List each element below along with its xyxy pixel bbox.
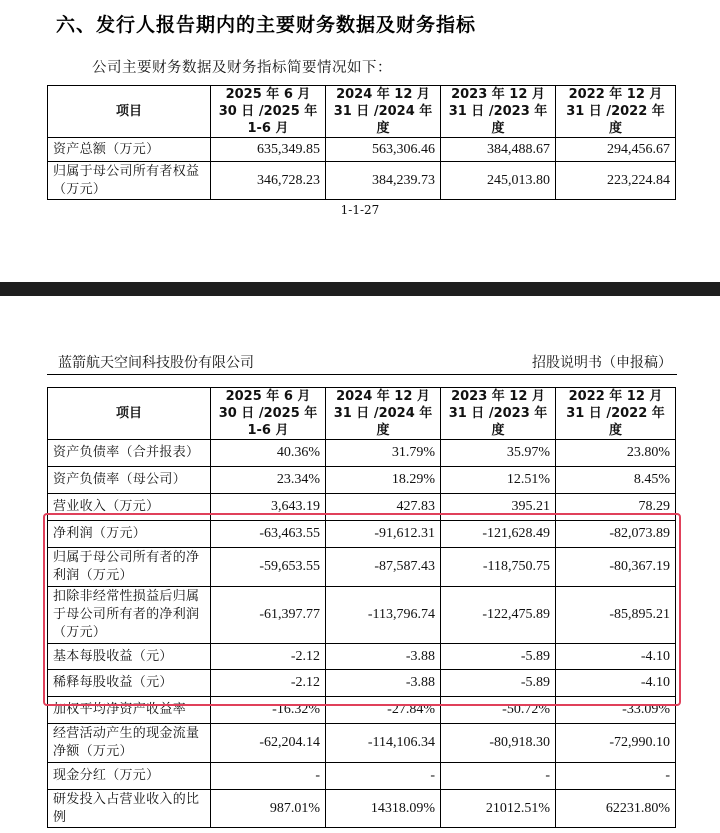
cell-value: - <box>441 763 556 790</box>
header-item: 项目 <box>48 86 211 138</box>
header-2024: 2024 年 12 月 31 日 /2024 年度 <box>326 388 441 440</box>
table-row <box>48 548 676 587</box>
cell-value: -87,587.43 <box>326 548 441 587</box>
header-2024: 2024 年 12 月 31 日 /2024 年度 <box>326 86 441 138</box>
financial-indicators-table <box>47 387 676 828</box>
cell-value: -3.88 <box>326 670 441 697</box>
header-2025h1: 2025 年 6 月 30 日 /2025 年 1-6 月 <box>211 86 326 138</box>
header-2022: 2022 年 12 月 31 日 /2022 年度 <box>556 388 676 440</box>
cell-value: -61,397.77 <box>211 587 326 644</box>
header-2022: 2022 年 12 月 31 日 /2022 年度 <box>556 86 676 138</box>
intro-text: 公司主要财务数据及财务指标简要情况如下： <box>92 60 392 76</box>
table-row <box>48 587 676 644</box>
cell-value: 21012.51% <box>441 790 556 828</box>
table-row <box>48 670 676 697</box>
table-row <box>48 521 676 548</box>
financial-summary-table <box>47 85 676 200</box>
table-row <box>48 467 676 494</box>
document-type: 招股说明书（申报稿） <box>532 355 672 371</box>
header-item: 项目 <box>48 388 211 440</box>
cell-value: 14318.09% <box>326 790 441 828</box>
cell-value: 8.45% <box>556 467 676 494</box>
cell-value: -4.10 <box>556 644 676 670</box>
table-row <box>48 790 676 828</box>
cell-value: -3.88 <box>326 644 441 670</box>
section-title: 六、发行人报告期内的主要财务数据及财务指标 <box>56 14 477 36</box>
cell-value: -80,367.19 <box>556 548 676 587</box>
cell-value: -5.89 <box>441 670 556 697</box>
cell-value: -59,653.55 <box>211 548 326 587</box>
cell-value: 223,224.84 <box>556 162 676 200</box>
cell-value: -2.12 <box>211 644 326 670</box>
header-2023: 2023 年 12 月 31 日 /2023 年度 <box>441 388 556 440</box>
cell-value: -121,628.49 <box>441 521 556 548</box>
cell-value: -122,475.89 <box>441 587 556 644</box>
table-header-row <box>48 388 676 440</box>
cell-value: -118,750.75 <box>441 548 556 587</box>
cell-value: -91,612.31 <box>326 521 441 548</box>
row-label: 基本每股收益（元） <box>48 644 211 670</box>
cell-value: 78.29 <box>556 494 676 521</box>
row-label: 归属于母公司所有者的净利润（万元） <box>48 548 211 587</box>
cell-value: 384,488.67 <box>441 138 556 162</box>
row-label: 资产总额（万元） <box>48 138 211 162</box>
cell-value: 3,643.19 <box>211 494 326 521</box>
cell-value: 23.80% <box>556 440 676 467</box>
table-row <box>48 162 676 200</box>
header-rule <box>47 374 677 375</box>
cell-value: - <box>211 763 326 790</box>
row-label: 资产负债率（母公司） <box>48 467 211 494</box>
cell-value: 62231.80% <box>556 790 676 828</box>
cell-value: 35.97% <box>441 440 556 467</box>
cell-value: -80,918.30 <box>441 724 556 763</box>
cell-value: -2.12 <box>211 670 326 697</box>
cell-value: -82,073.89 <box>556 521 676 548</box>
page-number: 1-1-27 <box>340 203 380 217</box>
company-name: 蓝箭航天空间科技股份有限公司 <box>58 355 254 371</box>
table-row <box>48 697 676 724</box>
header-2023: 2023 年 12 月 31 日 /2023 年度 <box>441 86 556 138</box>
cell-value: 395.21 <box>441 494 556 521</box>
cell-value: 23.34% <box>211 467 326 494</box>
cell-value: 40.36% <box>211 440 326 467</box>
row-label: 净利润（万元） <box>48 521 211 548</box>
row-label: 现金分红（万元） <box>48 763 211 790</box>
row-label: 研发投入占营业收入的比例 <box>48 790 211 828</box>
row-label: 归属于母公司所有者权益（万元） <box>48 162 211 200</box>
cell-value: 427.83 <box>326 494 441 521</box>
table-header-row <box>48 86 676 138</box>
page-divider <box>0 282 720 296</box>
cell-value: -50.72% <box>441 697 556 724</box>
cell-value: -85,895.21 <box>556 587 676 644</box>
cell-value: -62,204.14 <box>211 724 326 763</box>
row-label: 扣除非经常性损益后归属于母公司所有者的净利润（万元） <box>48 587 211 644</box>
document-page-top <box>0 0 720 282</box>
cell-value: -5.89 <box>441 644 556 670</box>
cell-value: 635,349.85 <box>211 138 326 162</box>
cell-value: - <box>556 763 676 790</box>
row-label: 加权平均净资产收益率 <box>48 697 211 724</box>
header-2025h1: 2025 年 6 月 30 日 /2025 年 1-6 月 <box>211 388 326 440</box>
cell-value: -72,990.10 <box>556 724 676 763</box>
cell-value: 31.79% <box>326 440 441 467</box>
cell-value: -113,796.74 <box>326 587 441 644</box>
cell-value: -114,106.34 <box>326 724 441 763</box>
table-row <box>48 138 676 162</box>
row-label: 稀释每股收益（元） <box>48 670 211 697</box>
cell-value: -4.10 <box>556 670 676 697</box>
table-row <box>48 644 676 670</box>
cell-value: 245,013.80 <box>441 162 556 200</box>
table-row <box>48 724 676 763</box>
cell-value: 987.01% <box>211 790 326 828</box>
cell-value: 12.51% <box>441 467 556 494</box>
row-label: 资产负债率（合并报表） <box>48 440 211 467</box>
cell-value: 346,728.23 <box>211 162 326 200</box>
document-page-bottom <box>0 296 720 833</box>
cell-value: 384,239.73 <box>326 162 441 200</box>
cell-value: 294,456.67 <box>556 138 676 162</box>
row-label: 营业收入（万元） <box>48 494 211 521</box>
cell-value: -16.32% <box>211 697 326 724</box>
row-label: 经营活动产生的现金流量净额（万元） <box>48 724 211 763</box>
cell-value: - <box>326 763 441 790</box>
cell-value: 18.29% <box>326 467 441 494</box>
table-row <box>48 494 676 521</box>
cell-value: -63,463.55 <box>211 521 326 548</box>
cell-value: -33.09% <box>556 697 676 724</box>
cell-value: 563,306.46 <box>326 138 441 162</box>
table-row <box>48 763 676 790</box>
cell-value: -27.84% <box>326 697 441 724</box>
table-row <box>48 440 676 467</box>
